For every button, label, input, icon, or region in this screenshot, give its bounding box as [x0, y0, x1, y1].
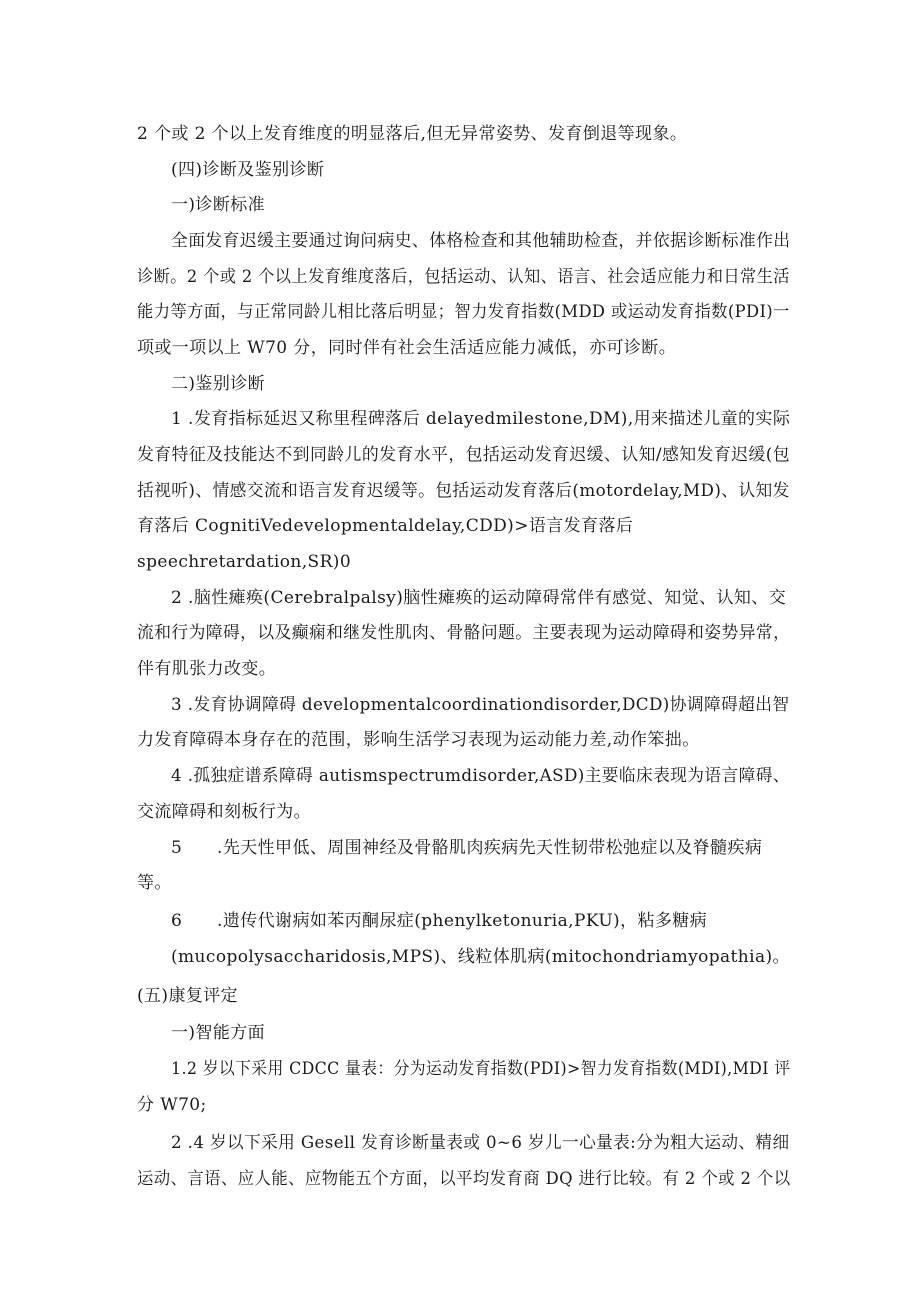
- list-item: 1 .发育指标延迟又称里程碑落后 delayedmilestone,DM),用来描述儿童的实际: [171, 409, 791, 429]
- list-item: 6 .遗传代谢病如苯丙酮尿症(phenylketonuria,PKU)，粘多糖病: [171, 911, 708, 931]
- list-item: 3 .发育协调障碍 developmentalcoordinationdisorder,DCD)协调障碍超出智: [171, 695, 790, 715]
- section-heading-diagnosis: (四)诊断及鉴别诊断: [171, 160, 325, 180]
- text-line: 能力等方面，与正常同龄儿相比落后明显；智力发育指数(MDD 或运动发育指数(PDI)一: [137, 302, 790, 322]
- list-item: 5 .先天性甲低、周围神经及骨骼肌肉疾病先天性韧带松弛症以及脊髓疾病: [171, 838, 763, 858]
- subheading-differential-diagnosis: 二)鉴别诊断: [171, 374, 266, 394]
- text-line: 育落后 CognitiVedevelopmentaldelay,CDD)>语言发育落后: [137, 516, 634, 536]
- text-line: 2 个或 2 个以上发育维度的明显落后,但无异常姿势、发育倒退等现象。: [137, 124, 688, 144]
- text-line: 分 W70;: [137, 1095, 207, 1115]
- list-item: 2 .4 岁以下采用 Gesell 发育诊断量表或 0~6 岁儿一心量表:分为粗大运动、精细: [171, 1133, 790, 1153]
- text-line: 全面发育迟缓主要通过询问病史、体格检查和其他辅助检查，并依据诊断标准作出: [171, 231, 791, 251]
- text-line: 项或一项以上 W70 分，同时伴有社会生活适应能力减低，亦可诊断。: [137, 338, 677, 358]
- text-line: 括视听)、情感交流和语言发育迟缓等。包括运动发育落后(motordelay,MD)、认知发: [137, 481, 790, 501]
- text-line: (mucopolysaccharidosis,MPS)、线粒体肌病(mitochondriamyopathia)。: [171, 947, 790, 967]
- text-line: 伴有肌张力改变。: [137, 659, 277, 679]
- text-line: 力发育障碍本身存在的范围，影响生活学习表现为运动能力差,动作笨拙。: [137, 730, 700, 750]
- text-line: 等。: [137, 873, 172, 893]
- text-line: 诊断。2 个或 2 个以上发育维度落后，包括运动、认知、语言、社会适应能力和日常生活: [137, 267, 790, 287]
- list-item: 1.2 岁以下采用 CDCC 量表：分为运动发育指数(PDI)>智力发育指数(MDI),MDI 评: [171, 1059, 791, 1079]
- text-line: 发育特征及技能达不到同龄儿的发育水平，包括运动发育迟缓、认知/感知发育迟缓(包: [137, 445, 791, 465]
- text-line: 流和行为障碍，以及癫痫和继发性肌肉、骨骼问题。主要表现为运动障碍和姿势异常，: [137, 623, 791, 643]
- text-line: speechretardation,SR)0: [137, 552, 352, 572]
- list-item: 2 .脑性瘫痪(Cerebralpalsy)脑性瘫痪的运动障碍常伴有感觉、知觉、认知、交: [171, 588, 787, 608]
- text-line: 运动、言语、应人能、应物能五个方面，以平均发育商 DQ 进行比较。有 2 个或 2 个以: [137, 1169, 791, 1189]
- section-heading-rehabilitation: (五)康复评定: [137, 986, 239, 1006]
- subheading-intelligence: 一)智能方面: [171, 1023, 266, 1043]
- list-item: 4 .孤独症谱系障碍 autismspectrumdisorder,ASD)主要临床表现为语言障碍、: [171, 766, 790, 786]
- text-line: 交流障碍和刻板行为。: [137, 802, 311, 822]
- subheading-diagnostic-criteria: 一)诊断标准: [171, 195, 266, 215]
